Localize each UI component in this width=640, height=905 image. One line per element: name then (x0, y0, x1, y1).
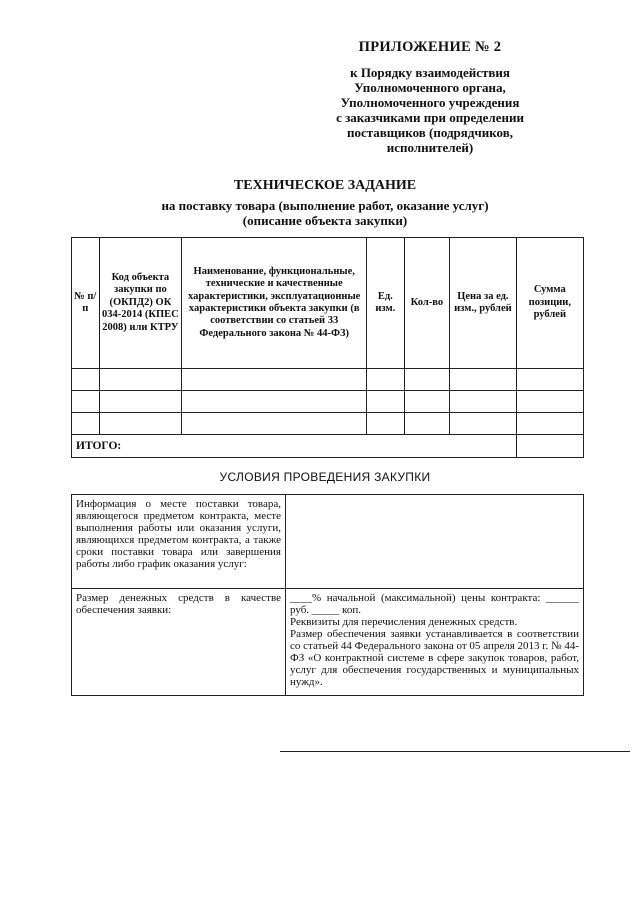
table-cell[interactable] (182, 369, 367, 391)
document-title: ТЕХНИЧЕСКОЕ ЗАДАНИЕ (233, 178, 417, 193)
appendix-line: Уполномоченного учреждения (340, 95, 520, 110)
col-header-code: Код объекта закупки по (ОКПД2) ОК 034-2014 (КПЕС 2008) или КТРУ (99, 238, 182, 369)
col-header-unit: Ед. изм. (367, 238, 404, 369)
specification-table (71, 237, 584, 458)
table-cell[interactable] (72, 391, 100, 413)
table-cell[interactable] (99, 369, 182, 391)
table-row (72, 391, 584, 413)
col-header-number: № п/п (72, 238, 100, 369)
appendix-number: ПРИЛОЖЕНИЕ № 2 (358, 39, 502, 55)
document-subtitle: на поставку товара (выполнение работ, оказание услуг) (161, 198, 489, 213)
table-cell[interactable] (404, 369, 450, 391)
table-row (72, 495, 584, 589)
security-amount-value[interactable] (286, 589, 584, 696)
security-percent-line: ____% начальной (максимальной) цены контракта: ______ руб. _____ коп. (290, 592, 579, 616)
table-row (72, 589, 584, 696)
table-cell[interactable] (516, 413, 583, 435)
appendix-line: исполнителей) (386, 140, 474, 155)
appendix-line: поставщиков (подрядчиков, (346, 125, 513, 140)
table-cell[interactable] (450, 369, 516, 391)
table-cell[interactable] (99, 391, 182, 413)
col-header-description: Наименование, функциональные, технические и качественные характеристики, эксплуатационные характеристики объекта закупки (в соответствии со статьей 33 Федерального закона № 44-ФЗ) (182, 238, 367, 369)
table-cell[interactable] (182, 391, 367, 413)
conditions-title: УСЛОВИЯ ПРОВЕДЕНИЯ ЗАКУПКИ (219, 470, 431, 484)
bank-details-line: Реквизиты для перечисления денежных средств. (290, 616, 518, 628)
security-amount-label: Размер денежных средств в качестве обеспечения заявки: (72, 589, 286, 696)
table-row (72, 369, 584, 391)
col-header-total: Сумма позиции, рублей (516, 238, 583, 369)
security-law-line: Размер обеспечения заявки устанавливается в соответствии со статьей 44 Федерального закона от 05 апреля 2013 г. № 44-ФЗ «О контрактной системе в сфере закупок товаров, работ, услуг для обеспечения государственных и муниципальных нужд». (290, 628, 579, 688)
signature-line (280, 751, 630, 752)
table-cell[interactable] (516, 369, 583, 391)
document-subtitle-2: (описание объекта закупки) (242, 213, 408, 228)
total-label: ИТОГО: (72, 435, 517, 458)
appendix-line: с заказчиками при определении (336, 110, 524, 125)
table-cell[interactable] (450, 391, 516, 413)
delivery-info-label: Информация о месте поставки товара, являющегося предметом контракта, месте выполнения работы или оказания услуги, являющихся предметом контракта, а также сроки поставки товара или завершения работы либо график оказания услуг: (72, 495, 286, 589)
table-cell[interactable] (367, 391, 404, 413)
table-header-row (72, 238, 584, 369)
table-total-row (72, 435, 584, 458)
table-cell[interactable] (404, 391, 450, 413)
total-value-cell[interactable] (516, 435, 583, 458)
delivery-info-value[interactable] (286, 495, 584, 589)
table-cell[interactable] (404, 413, 450, 435)
table-cell[interactable] (450, 413, 516, 435)
table-cell[interactable] (367, 413, 404, 435)
table-cell[interactable] (99, 413, 182, 435)
col-header-unit-price: Цена за ед. изм., рублей (450, 238, 516, 369)
table-cell[interactable] (367, 369, 404, 391)
appendix-line: Уполномоченного органа, (354, 80, 506, 95)
table-cell[interactable] (72, 413, 100, 435)
table-cell[interactable] (72, 369, 100, 391)
appendix-header (300, 40, 560, 155)
conditions-table (71, 494, 584, 696)
table-cell[interactable] (516, 391, 583, 413)
col-header-quantity: Кол-во (404, 238, 450, 369)
appendix-line: к Порядку взаимодействия (350, 65, 510, 80)
table-row (72, 413, 584, 435)
table-cell[interactable] (182, 413, 367, 435)
